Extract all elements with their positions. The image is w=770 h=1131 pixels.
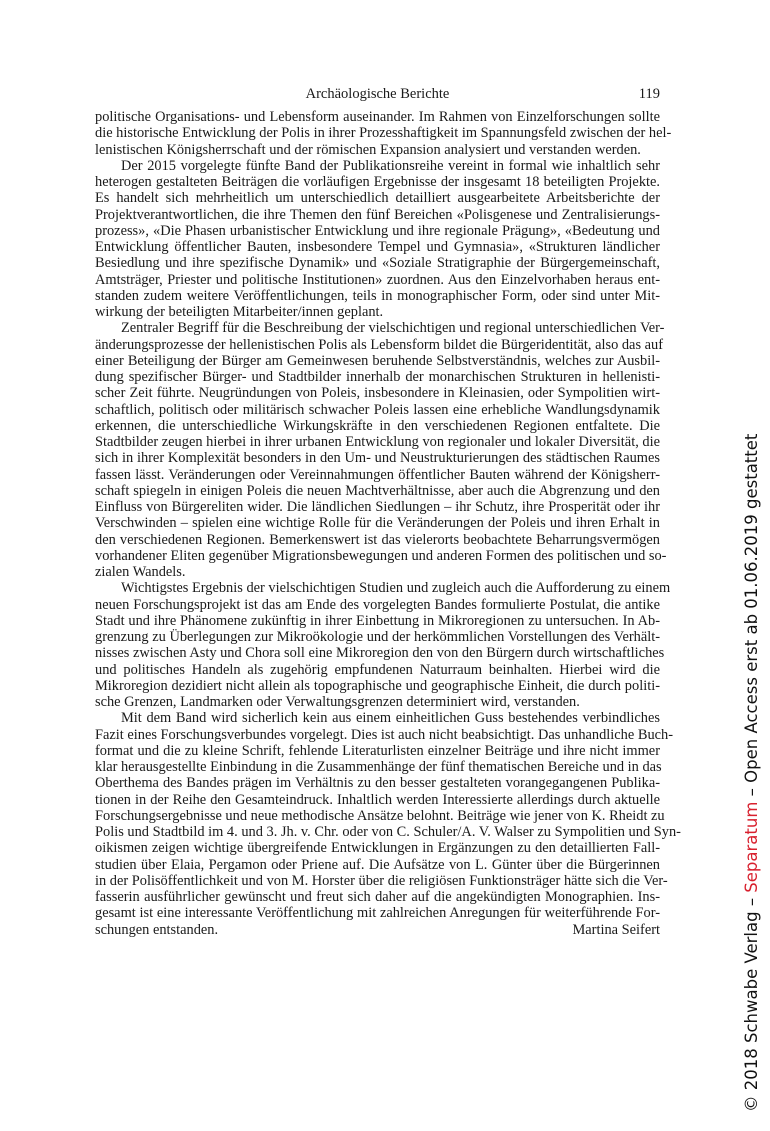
text-line: oikismen zeigen wichtige übergreifende Entwicklungen in Ergänzungen zu den detaillierten Fall- xyxy=(95,840,660,857)
text-line: Stadtbilder zeugen hierbei in ihrer urbanen Entwicklung von regionaler und lokaler Diversität, die xyxy=(95,434,660,450)
text-line: in der Polisöffentlichkeit und von M. Horster über die religiösen Funktionsträger hätte sich die Ver- xyxy=(95,872,668,889)
text-line: schaft spiegeln in einigen Poleis die neuen Machtverhältnisse, aber auch die Abgrenzung und den xyxy=(95,482,660,499)
text-line: Der 2015 vorgelegte fünfte Band der Publikationsreihe vereint in formal wie inhaltlich sehr xyxy=(121,157,660,174)
text-line: Verschwinden – spielen eine wichtige Rolle für die Veränderungen der Poleis und ihren Erhalt in xyxy=(95,515,660,532)
running-title: Archäologische Berichte xyxy=(305,86,450,102)
text-line: Stadt und ihre Phänomene zukünftig in ihrer Einbettung in Mikroregionen zu untersuchen. In Ab- xyxy=(95,612,660,629)
text-line: studien über Elaia, Pergamon oder Priene auf. Die Aufsätze von L. Günter über die Bürgerinnen xyxy=(95,856,660,873)
text-line: Forschungsergebnisse und neue methodische Ansätze belohnt. Beiträge wie jener von K. Rheidt zu xyxy=(95,807,665,824)
paragraph xyxy=(95,109,672,158)
text-line: Fazit eines Forschungsverbundes vorgelegt. Dies ist auch nicht beabsichtigt. Das unhandliche Buch- xyxy=(95,726,674,743)
running-header xyxy=(95,86,660,104)
text-line: wirkung der beteiligten Mitarbeiter/innen geplant. xyxy=(95,304,384,320)
text-line: Amtsträger, Priester und politische Institutionen» zuordnen. Aus den Einzelvorhaben heraus ent- xyxy=(95,271,660,288)
text-line: grenzung zu Überlegungen zur Mikroökologie und der herkömmlichen Vorstellungen des Verhält- xyxy=(95,629,660,645)
text-line: scher Zeit führte. Neugründungen von Poleis, insbesondere in Kleinasien, oder Sympolitien wirt- xyxy=(95,385,660,402)
text-line: zialen Wandels. xyxy=(95,564,186,580)
text-line: politische Organisations- und Lebensform auseinander. Im Rahmen von Einzelforschungen sollte xyxy=(95,109,660,125)
article-body xyxy=(95,109,681,938)
text-line: vorhandener Eliten gegenüber Migrationsbewegungen und anderen Formen des politischen und so- xyxy=(95,547,667,564)
text-line: standen zudem weitere Veröffentlichungen, teils in monographischer Form, oder sind unter Mit- xyxy=(95,287,660,304)
text-line: und politisches Handeln als zugehörig empfundenen Naturraum beinhalten. Hierbei wird die xyxy=(95,661,660,678)
paragraph xyxy=(95,158,660,321)
copyright-text: © 2018 Schwabe Verlag – xyxy=(742,892,761,1112)
paragraph xyxy=(95,580,671,710)
text-line: Oberthema des Bandes prägen im Verhältnis zu den besser gestalteten vorangegangenen Publika- xyxy=(95,775,660,792)
text-line: Polis und Stadtbild im 4. und 3. Jh. v. Chr. oder von C. Schuler/A. V. Walser zu Sympolitien und Syn- xyxy=(95,824,681,840)
text-line: erkennen, die unterschiedliche Wirkungskräfte in den verschiedenen Regionen entfaltete. Die xyxy=(95,417,660,434)
text-line: dung spezifischer Bürger- und Stadtbilder innerhalb der monarchischen Strukturen in hellenisti- xyxy=(95,369,660,385)
text-line: schaftlich, politisch oder militärisch schwacher Poleis lassen eine erhebliche Wandlungsdynamik xyxy=(95,401,660,418)
text-line: lenistischen Königsherrschaft und der römischen Expansion analysiert und verstanden werden. xyxy=(95,141,641,158)
text-line: fassen lässt. Veränderungen oder Vereinnahmungen öffentlicher Bauten während der Königsherr- xyxy=(95,466,660,483)
copyright-notice xyxy=(742,434,761,1112)
author-signature: Martina Seifert xyxy=(572,921,660,938)
text-line: Projektverantwortlichen, die ihre Themen den fünf Bereichen «Polisgenese und Zentralisierungs- xyxy=(95,206,660,223)
text-line: änderungsprozesse der hellenistischen Polis als Lebensform bildet die Bürgeridentität, also das auf xyxy=(95,336,664,353)
text-line: gesamt ist eine interessante Veröffentlichung mit zahlreichen Anregungen für weiterführende For- xyxy=(95,905,660,922)
text-line: sich in ihrer Komplexität besonders in den Um- und Neustrukturierungen des städtischen Raumes xyxy=(95,450,660,467)
paragraph xyxy=(95,710,681,938)
text-line: klar herausgestellte Einbindung in die Zusammenhänge der fünf thematischen Bereiche und in das xyxy=(95,759,662,775)
text-line xyxy=(95,922,660,938)
paragraph xyxy=(95,320,667,580)
text-line: format und die zu kleine Schrift, fehlende Literaturlisten einzelner Beiträge und ihre nicht immer xyxy=(95,742,660,759)
text-line: fasserin ausführlicher gewünscht und freut sich daher auf die angekündigten Monographien. Ins- xyxy=(95,889,660,905)
text-line: Besiedlung und ihre spezifische Dynamik» und «Soziale Stratigraphie der Bürgergemeinschaft, xyxy=(95,255,660,272)
text-line: Wichtigstes Ergebnis der vielschichtigen Studien und zugleich auch die Aufforderung zu einem xyxy=(121,580,671,597)
text-line: neuen Forschungsprojekt ist das am Ende des vorgelegten Bandes formulierte Postulat, die antike xyxy=(95,596,660,613)
text-line: sche Grenzen, Landmarken oder Verwaltungsgrenzen determiniert wird, verstanden. xyxy=(95,694,580,710)
open-access-text: – Open Access erst ab 01.06.2019 gestattet xyxy=(742,433,761,802)
text-line: prozess», «Die Phasen urbanistischer Entwicklung und ihre regionale Prägung», «Bedeutung und xyxy=(95,222,660,239)
text-line: nisses zwischen Asty und Chora soll eine Mikroregion den von den Bürgern durch wirtschaftliches xyxy=(95,645,665,662)
text-line: tionen in der Reihe den Gesamteindruck. Inhaltlich werden Interessierte allerdings durch aktuelle xyxy=(95,791,660,808)
text-line: Einfluss von Bürgereliten wider. Die ländlichen Siedlungen – ihr Schutz, ihre Prosperität oder ihr xyxy=(95,499,660,515)
text-line: heterogen gestalteten Beiträgen die vorläufigen Ergebnisse der insgesamt 18 beteiligten Projekte. xyxy=(95,174,660,190)
text-line: einer Beteiligung der Bürger am Gemeinwesen beruhende Selbstverständnis, welches zur Ausbil- xyxy=(95,352,660,369)
text-line: den verschiedenen Regionen. Bemerkenswert ist das vielerorts beobachtete Beharrungsvermögen xyxy=(95,531,660,548)
text-line-content: schungen entstanden. xyxy=(95,921,219,938)
text-line: Es handelt sich mehrheitlich um unterschiedlich detailliert ausgearbeitete Arbeitsberichte der xyxy=(95,190,660,207)
text-line: Entwicklung öffentlicher Bauten, insbesondere Tempel und Gymnasia», «Strukturen ländlicher xyxy=(95,239,660,255)
text-line: Mit dem Band wird sicherlich kein aus einem einheitlichen Guss bestehendes verbindliches xyxy=(121,710,660,727)
page-number: 119 xyxy=(638,86,660,102)
text-line: Mikroregion dezidiert nicht allein als topographische und geographische Einheit, die durch politi- xyxy=(95,677,660,694)
separatum-label: Separatum xyxy=(742,801,761,893)
text-line: die historische Entwicklung der Polis in ihrer Prozesshaftigkeit im Spannungsfeld zwischen der hel- xyxy=(95,125,672,142)
text-line: Zentraler Begriff für die Beschreibung der vielschichtigen und regional unterschiedlichen Ver- xyxy=(121,320,665,337)
